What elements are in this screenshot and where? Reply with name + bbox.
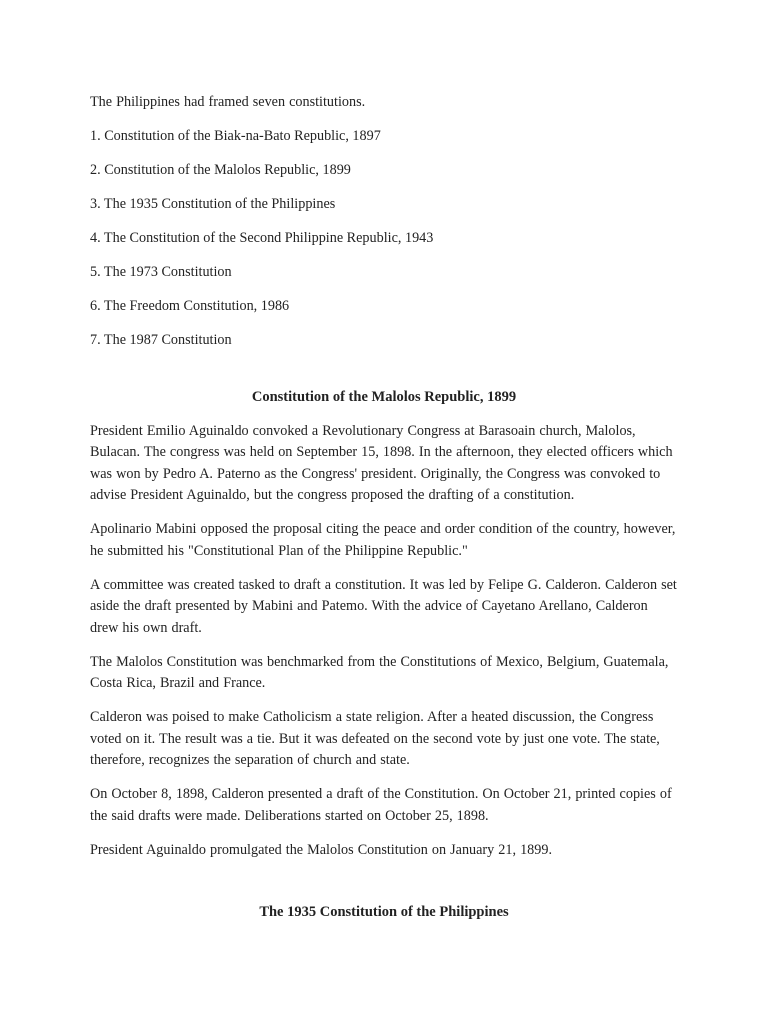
constitutions-list [90,126,678,352]
list-item: 4. The Constitution of the Second Philippine Republic, 1943 [90,230,434,246]
list-item: 5. The 1973 Constitution [90,264,232,280]
body-paragraph: A committee was created tasked to draft a constitution. It was led by Felipe G. Calderon. Calderon set aside the draft presented by Mabini and Patemo. With the advice of Cayetano Arellano, Calderon drew his own draft. [90,576,677,636]
intro-paragraph: The Philippines had framed seven constitutions. [90,94,366,110]
list-item: 1. Constitution of the Biak-na-Bato Republic, 1897 [90,128,381,144]
section-heading-malolos: Constitution of the Malolos Republic, 1899 [251,388,517,405]
list-item: 7. The 1987 Constitution [90,332,232,348]
body-paragraph: The Malolos Constitution was benchmarked from the Constitutions of Mexico, Belgium, Guatemala, Costa Rica, Brazil and France. [90,653,669,691]
list-item: 3. The 1935 Constitution of the Philippines [90,196,336,212]
list-item: 6. The Freedom Constitution, 1986 [90,298,290,314]
body-paragraph: President Aguinaldo promulgated the Malolos Constitution on January 21, 1899. [90,841,553,858]
body-paragraph: President Emilio Aguinaldo convoked a Revolutionary Congress at Barasoain church, Malolos, Bulacan. The congress was held on September 15, 1898. In the afternoon, they elected officers which was won by Pedro A. Paterno as the Congress' president. Originally, the Congress was convoked to advise President Aguinaldo, but the congress proposed the drafting of a constitution. [90,422,673,503]
body-paragraph: Apolinario Mabini opposed the proposal citing the peace and order condition of the country, however, he submitted his "Constitutional Plan of the Philippine Republic." [90,521,676,559]
body-paragraph: On October 8, 1898, Calderon presented a draft of the Constitution. On October 21, printed copies of the said drafts were made. Deliberations started on October 25, 1898. [90,786,672,824]
malolos-section-body [90,421,678,862]
body-paragraph: Calderon was poised to make Catholicism a state religion. After a heated discussion, the Congress voted on it. The result was a tie. But it was defeated on the second vote by just one vote. The state, therefore, recognizes the separation of church and state. [90,709,660,768]
list-item: 2. Constitution of the Malolos Republic, 1899 [90,162,351,178]
section-heading-1935: The 1935 Constitution of the Philippines [259,904,509,920]
